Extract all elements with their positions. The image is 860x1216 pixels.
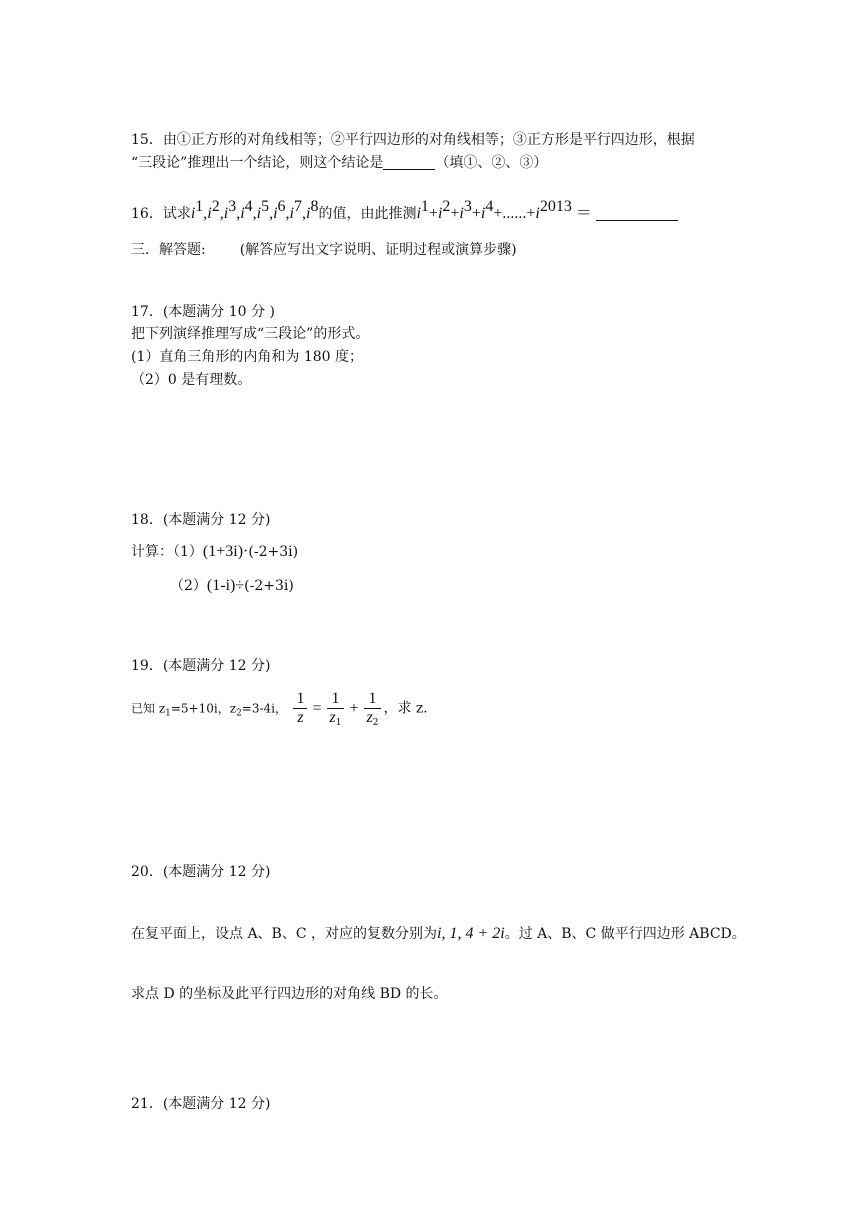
q16-power-term-0: $i^1$ bbox=[190, 198, 204, 222]
q16-middle: 的值，由此推测 bbox=[318, 206, 417, 222]
q19-tail: ，求 z. bbox=[383, 700, 428, 717]
q18-header: 18．(本题满分 12 分) bbox=[131, 512, 271, 528]
q16-power-term-5: $i^6$ bbox=[273, 198, 286, 222]
q15-answer-blank[interactable] bbox=[383, 155, 435, 170]
q16-line bbox=[131, 198, 678, 224]
q16-answer-blank[interactable] bbox=[596, 206, 678, 221]
q16-power-term-4: $i^5$ bbox=[256, 198, 270, 222]
q16-sum-expression: $i^1+i^2+i^3+i^4+......+i^{2013}$ ＝ bbox=[416, 198, 592, 222]
q16-power-term-1: $i^2$ bbox=[207, 198, 220, 222]
q18-expr2-part2: (-2+3i) bbox=[244, 578, 294, 594]
q16-power-term-6: $i^7$ bbox=[289, 198, 302, 222]
q16-prefix: 16．试求 bbox=[131, 206, 191, 222]
q18-expr1-part1: (1+3i)· bbox=[202, 543, 249, 560]
q15-line1: 15．由①正方形的对角线相等；②平行四边形的对角线相等；③正方形是平行四边形，根据 bbox=[131, 132, 695, 148]
q16-powers-list: $i^1,i^2,i^3,i^4,i^5,i^6,i^7,i^8$ bbox=[190, 198, 319, 222]
q19-given-prefix: 已知 z bbox=[131, 701, 166, 716]
q16-power-term-7: $i^8$ bbox=[306, 198, 319, 222]
q19-z2-value: =3-4i， bbox=[241, 701, 288, 716]
section3-note: (解答应写出文字说明、证明过程或演算步骤) bbox=[239, 242, 517, 258]
q19-z1-value: =5+10i，z bbox=[170, 701, 237, 716]
q15-line2-tail: （填①、②、③） bbox=[435, 155, 548, 171]
q19-plus: + bbox=[349, 699, 359, 717]
q16-sum-term-2: $i^3$ bbox=[459, 198, 472, 222]
q19-fraction-1-over-z: $\frac{1}{z}$ bbox=[293, 690, 307, 727]
q19-z2-subscript: 2 bbox=[236, 708, 242, 719]
q20-line1 bbox=[131, 924, 746, 944]
q19-equals: = bbox=[312, 699, 322, 717]
q20-header: 20．(本题满分 12 分) bbox=[131, 864, 271, 880]
q20-complex-values: i, 1, 4 + 2i bbox=[437, 925, 505, 942]
q18-expr2-part1: (1-i)÷ bbox=[206, 577, 245, 594]
q15-line2 bbox=[131, 153, 547, 173]
q17-header: 17．(本题满分 10 分 ) bbox=[131, 304, 275, 320]
q19-z1-subscript: 1 bbox=[165, 708, 171, 719]
q19-given bbox=[131, 690, 428, 727]
q18-calc1 bbox=[131, 542, 298, 562]
q18-calc-label: 计算：（1） bbox=[131, 544, 203, 560]
q20-line1-tail: 。过 A、B、C 做平行四边形 ABCD。 bbox=[504, 926, 746, 942]
q18-expr1-part2: (-2+3i) bbox=[248, 544, 299, 560]
q18-calc2 bbox=[170, 576, 294, 596]
q16-power-term-2: $i^3$ bbox=[223, 198, 237, 222]
q17-item1: (1）直角三角形的内角和为 180 度； bbox=[131, 349, 363, 365]
q16-power-term-3: $i^4$ bbox=[240, 198, 253, 222]
q17-item2: （2）0 是有理数。 bbox=[131, 372, 252, 388]
q16-sum-term-1: $i^2$ bbox=[437, 198, 451, 222]
q19-fraction-1-over-z2: $\frac{1}{z_2}$ bbox=[364, 690, 382, 727]
q18-item2-label: （2） bbox=[170, 578, 207, 594]
q17-intro: 把下列演绎推理写成“三段论”的形式。 bbox=[131, 326, 370, 342]
q19-header: 19．(本题满分 12 分) bbox=[131, 658, 271, 674]
q16-sum-term-last: $i^{2013}$ bbox=[535, 198, 572, 222]
q21-header: 21．(本题满分 12 分) bbox=[131, 1096, 271, 1112]
q20-line1-text: 在复平面上，设点 A、B、C ，对应的复数分别为 bbox=[131, 926, 438, 942]
q20-line2: 求点 D 的坐标及此平行四边形的对角线 BD 的长。 bbox=[131, 986, 448, 1002]
q16-sum-term-3: $i^4$ bbox=[480, 198, 494, 222]
section3-heading bbox=[131, 240, 517, 260]
q19-fraction-1-over-z1: $\frac{1}{z_1}$ bbox=[327, 690, 345, 727]
section3-title: 三．解答题: bbox=[131, 242, 206, 258]
q16-sum-term-0: $i^1$ bbox=[416, 198, 429, 222]
q15-line2-text: “三段论”推理出一个结论，则这个结论是 bbox=[131, 155, 384, 171]
